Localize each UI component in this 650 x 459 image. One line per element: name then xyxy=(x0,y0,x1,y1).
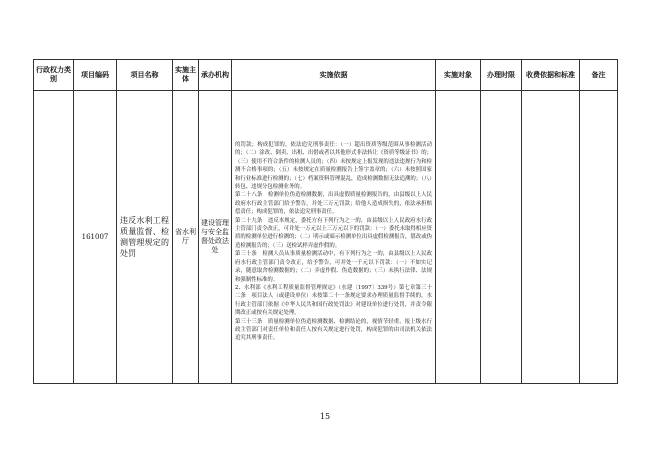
cell-subject: 省水利厅 xyxy=(173,91,199,384)
basis-paragraph: 第二十九条 违反本规定，委托方有下列行为之一的，由县级以上人民政府水行政主管部门责令改正，可并处一万元以上三万元以下的罚款：（一）委托未取得相应资质的检测单位进行检测的；（二）明示或暗示检测单位出具虚假检测报告，篡改或伪造检测报告的；（三）送检试样弄虚作假的。 xyxy=(235,217,432,249)
cell-org: 建设管理与安全监督处政法处 xyxy=(199,91,232,384)
cell-remark xyxy=(580,91,618,384)
header-name: 项目名称 xyxy=(117,60,173,91)
header-category: 行政权力类别 xyxy=(34,60,74,91)
basis-text xyxy=(235,141,432,343)
cell-basis xyxy=(232,91,436,384)
cell-fee xyxy=(522,91,580,384)
header-subject: 实施主体 xyxy=(173,60,199,91)
basis-paragraph: 2、水利部《水利工程质量监督管理规定》（水建〔1997〕339号）第七章第三十二条 项目法人（或建设单位）未按第二十一条规定要求办理质量监督手续的，水行政主管部门依据《中华人民共和国行政处罚法》对建设单位进行处罚，并责令限期改正或按有关规定处理。 xyxy=(235,284,432,317)
header-target: 实施对象 xyxy=(436,60,481,91)
header-row xyxy=(34,60,618,91)
header-basis: 实施依据 xyxy=(232,60,436,91)
cell-category xyxy=(34,91,74,384)
header-org: 承办机构 xyxy=(199,60,232,91)
basis-paragraph: 第二十八条 检测单位伪造检测数据，出具虚假质量检测报告的，由县级以上人民政府水行政主管部门给予警告，并处三万元罚款；给他人造成损失的，依法承担赔偿责任；构成犯罪的，依法追究刑事责任。 xyxy=(235,192,432,216)
header-fee: 收费依据和标准 xyxy=(522,60,580,91)
power-list-table xyxy=(33,59,618,384)
header-time-limit: 办理时限 xyxy=(481,60,522,91)
cell-code: 161007 xyxy=(74,91,117,384)
header-remark: 备注 xyxy=(580,60,618,91)
basis-paragraph: 第三十三条 质量检测单位伪造检测数据、检测结论的，视情节轻重，报上级水行政主管部门对责任单位和责任人按有关规定进行处罚，构成犯罪的由司法机关依法追究其刑事责任。 xyxy=(235,318,432,342)
basis-paragraph: 第三十条 检测人员从事质量检测活动中，有下列行为之一的，由县级以上人民政府水行政主管部门责令改正，给予警告，可并处一千元以下罚款：（一）不如实记录，随意取舍检测数据的；（二）弄虚作假、伪造数据的；（三）未执行法律、法规和强制性标准的。 xyxy=(235,251,432,283)
basis-paragraph: 的罚款；构成犯罪的，依法追究刑事责任：（一）超出资质等级范围从事检测活动的；（二）涂改、倒卖、出租、出借或者以其他形式非法转让《资质等级证书》的；（三）使用不符合条件的检测人员的；（四）未按规定上报发现的违法违规行为和检测不合格事项的；（五）未按规定在质量检测报告上签字盖章的；（六）未按照国家和行业标准进行检测的；（七）档案资料管理混乱，造成检测数据无法追溯的；（八）转包、违规分包检测业务的。 xyxy=(235,142,432,191)
cell-target xyxy=(436,91,481,384)
page-number: 15 xyxy=(319,412,331,421)
header-code: 项目编码 xyxy=(74,60,117,91)
cell-name: 违反水利工程质量监督、检测管理规定的处罚 xyxy=(117,91,173,384)
cell-time-limit xyxy=(481,91,522,384)
table-row xyxy=(34,91,618,384)
